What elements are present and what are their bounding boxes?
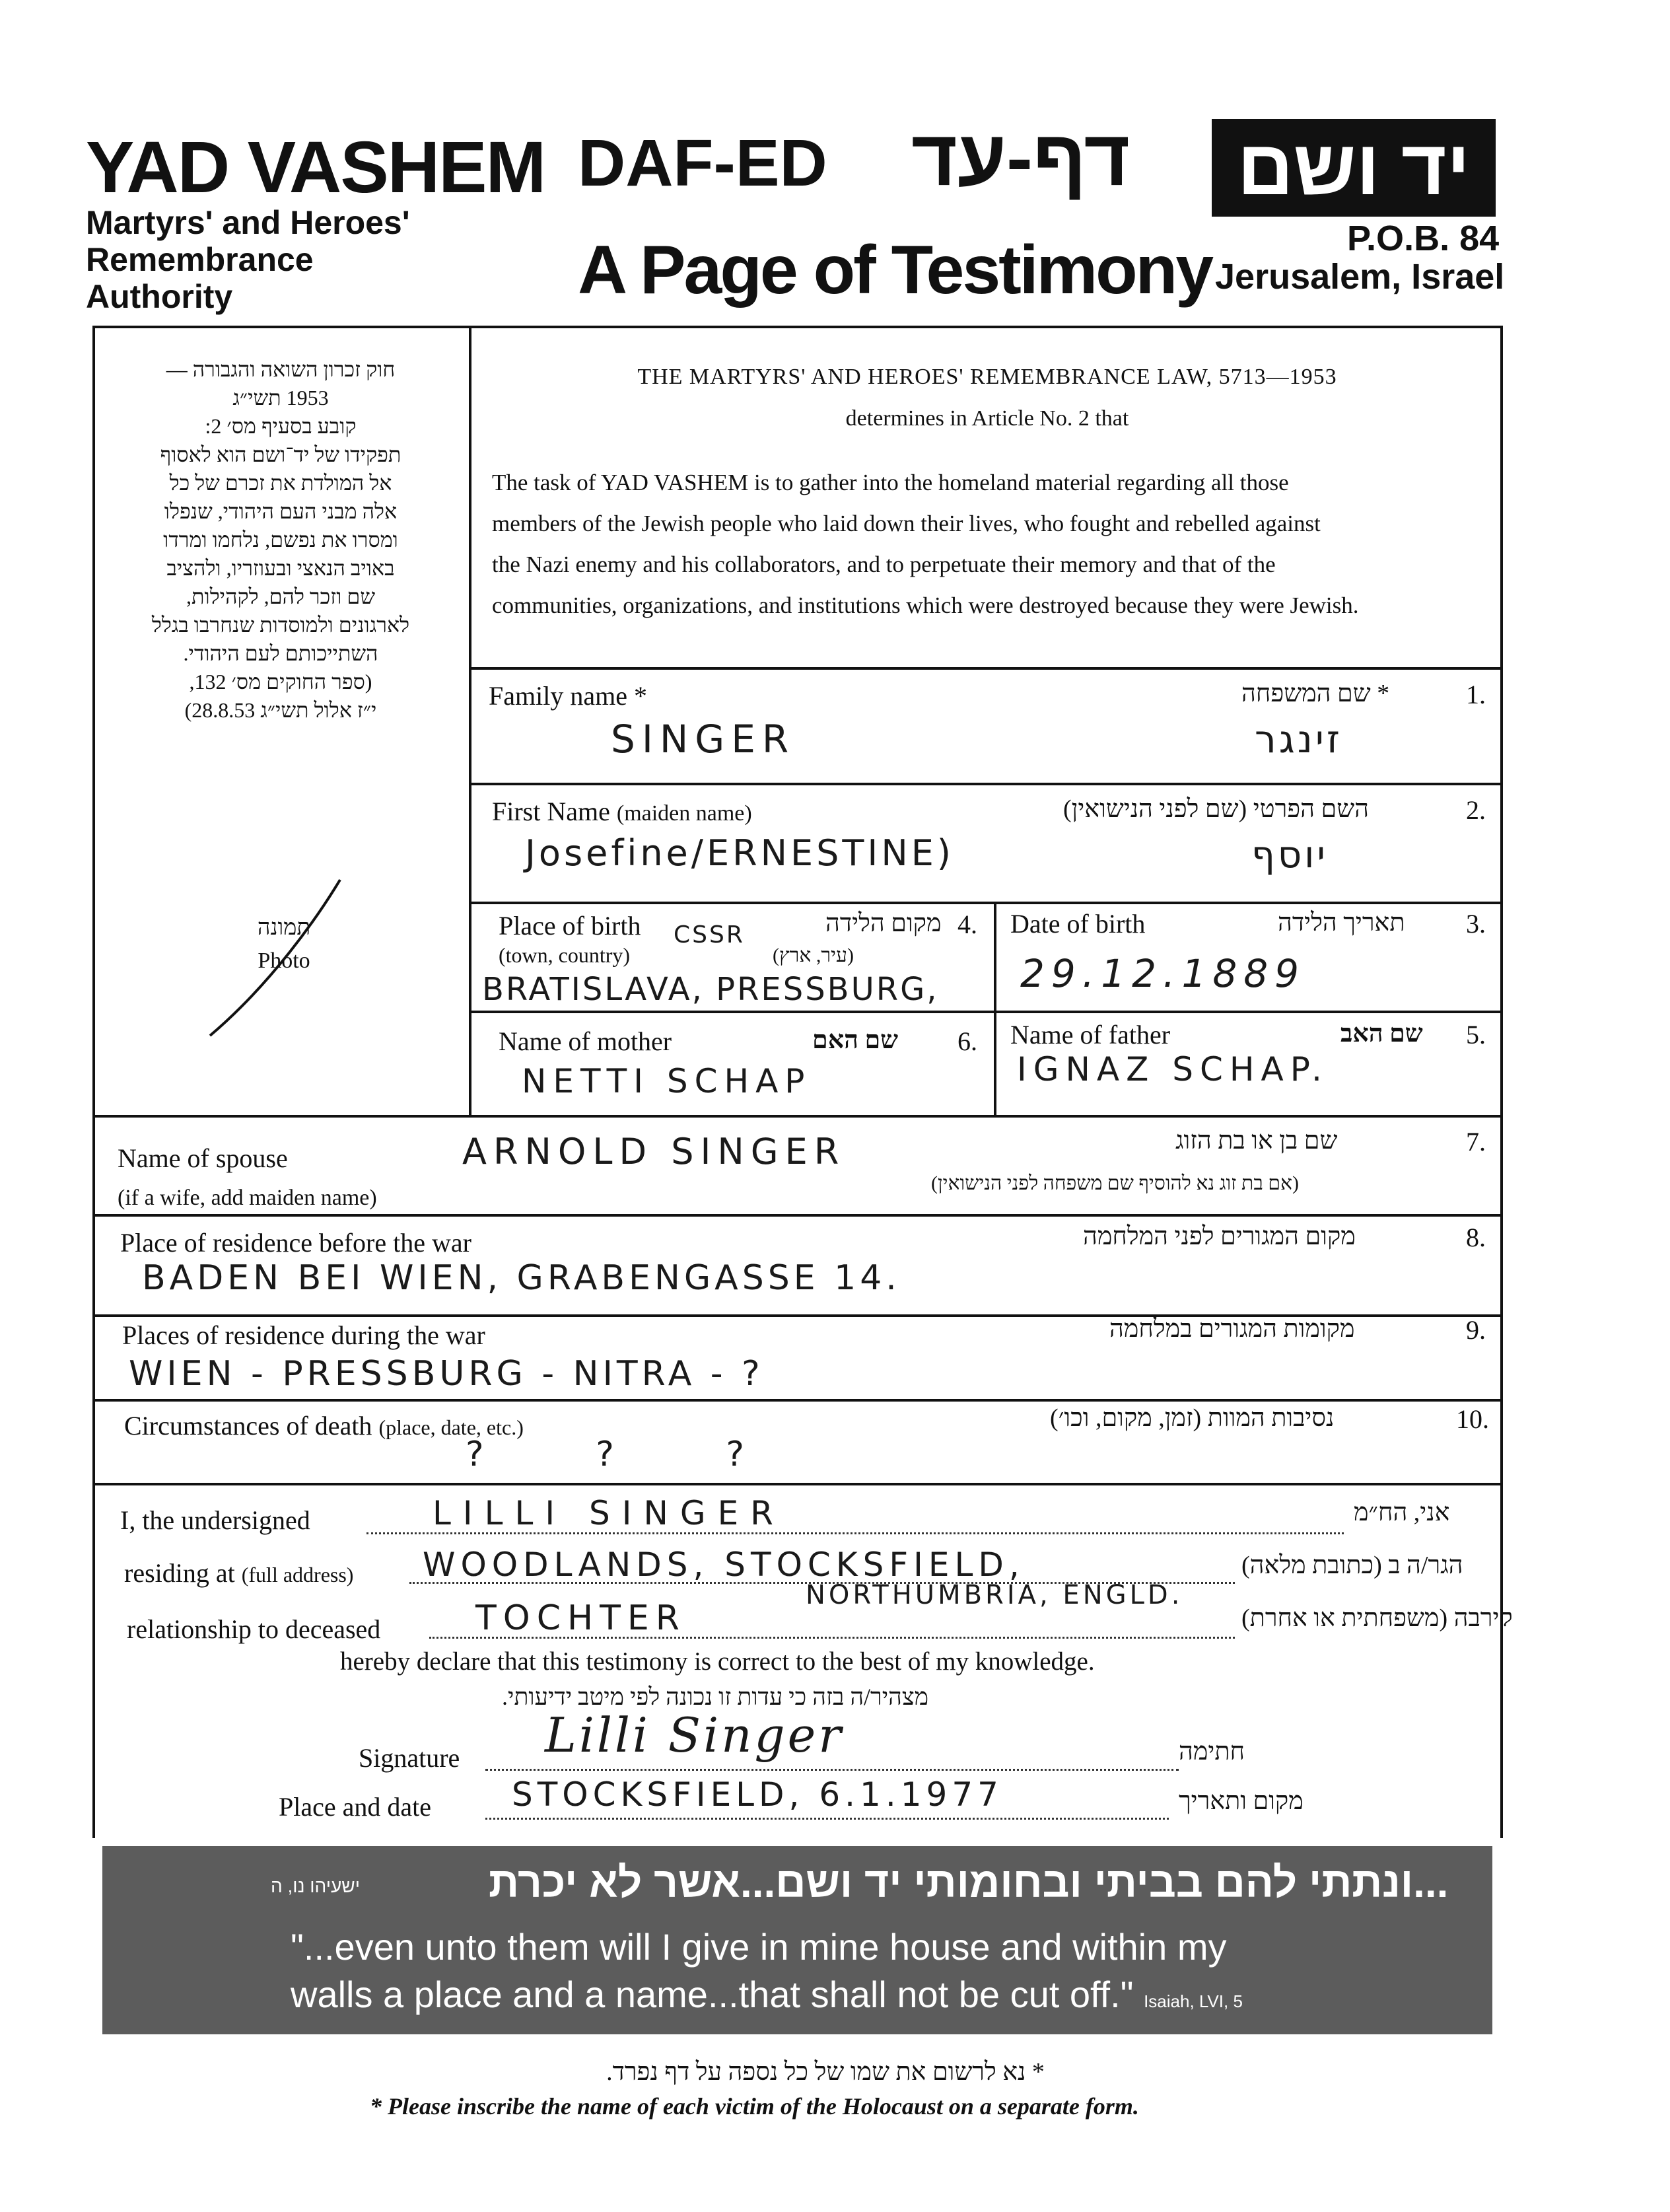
mother-label: Name of mother: [499, 1026, 672, 1056]
place-of-birth-label-sub: (town, country): [499, 943, 631, 967]
law-hebrew-line: אל המולדת את זכרם של כל: [169, 471, 392, 495]
place-of-birth-value[interactable]: BRATISLAVA, PRESSBURG,: [482, 971, 939, 1008]
field-number: 6.: [957, 1026, 977, 1056]
banner-english-line1: "...even unto them will I give in mine house and within my: [291, 1926, 1227, 1968]
quote-banner: [102, 1846, 1492, 2034]
undersigned-value[interactable]: LILLI SINGER: [433, 1494, 785, 1532]
relationship-label-hebrew: קירבה (משפחתית או אחרת): [1241, 1604, 1513, 1632]
photo-label-english: Photo: [258, 948, 310, 973]
death-circumstances-label-sub: (place, date, etc.): [378, 1415, 524, 1439]
place-of-birth-country-value[interactable]: CSSR: [674, 921, 745, 948]
daf-ed-title: DAF-ED: [578, 126, 827, 200]
death-circumstances-label-text: Circumstances of death: [124, 1411, 372, 1441]
field-number: 5.: [1466, 1020, 1486, 1050]
undersigned-label: I, the undersigned: [120, 1505, 310, 1535]
field-number: 8.: [1466, 1223, 1486, 1252]
banner-english-line2-text: walls a place and a name...that shall not be cut off.": [291, 1974, 1134, 2015]
residence-before-label-hebrew: מקום המגורים לפני המלחמה: [1083, 1223, 1356, 1250]
residence-during-label-hebrew: מקומות המגורים במלחמה: [1109, 1315, 1355, 1343]
residing-label-hebrew: הגר/ה ב (כתובת מלאה): [1241, 1552, 1463, 1579]
declaration-statement: hereby declare that this testimony is correct to the best of my knowledge.: [340, 1647, 1095, 1676]
law-hebrew-line: ומסרו את נפשם, נלחמו ומרדו: [163, 528, 398, 552]
photo-slash-mark: [198, 872, 350, 1044]
law-hebrew-line: י״ז אלול תשי״ג 28.8.53): [184, 698, 377, 722]
family-name-value[interactable]: SINGER: [611, 717, 796, 762]
law-hebrew-line: באויב הנאצי ובעוזריו, ולהציב: [166, 556, 395, 580]
field-number: 7.: [1466, 1127, 1486, 1157]
city: Jerusalem, Israel: [1215, 257, 1505, 297]
spouse-label-sub: (if a wife, add maiden name): [118, 1186, 377, 1210]
death-circumstances-value[interactable]: ? ? ?: [466, 1435, 764, 1474]
family-name-label-hebrew: * שם המשפחה: [1241, 680, 1390, 707]
banner-hebrew-reference: ישעיהו נו, ה: [271, 1876, 360, 1896]
daf-ed-hebrew: דף-עד: [911, 114, 1131, 202]
law-heading: THE MARTYRS' AND HEROES' REMEMBRANCE LAW, 5713—1953: [637, 365, 1337, 389]
first-name-value[interactable]: Josefine/ERNESTINE): [525, 832, 954, 874]
law-text-line: The task of YAD VASHEM is to gather into the homeland material regarding all those: [492, 470, 1289, 495]
law-hebrew-line: שם וזכר להם, לקהילות,: [186, 585, 375, 608]
declaration-statement-hebrew: מצהיר/ה בזה כי עדות זו נכונה לפי מיטב ידיעותי.: [502, 1684, 929, 1710]
banner-english-line2: [291, 1973, 1243, 2016]
date-of-birth-label-hebrew: תאריך הלידה: [1278, 909, 1405, 937]
mother-value[interactable]: NETTI SCHAP: [522, 1062, 812, 1100]
place-date-label: Place and date: [279, 1792, 431, 1822]
father-label: Name of father: [1010, 1020, 1171, 1050]
first-name-label: [492, 796, 752, 827]
field-number: 2.: [1466, 795, 1486, 825]
law-text: [492, 462, 1489, 626]
place-date-label-hebrew: מקום ותאריך: [1179, 1787, 1304, 1815]
law-hebrew-line: חוק זכרון השואה והגבורה —: [166, 357, 396, 381]
org-subtitle-line1: Martyrs' and Heroes': [86, 204, 410, 241]
field-number: 9.: [1466, 1315, 1486, 1345]
place-of-birth-label-hebrew-sub: (עיר, ארץ): [773, 945, 854, 966]
death-circumstances-label-hebrew: נסיבות המוות (זמן, מקום, וכו׳): [1050, 1404, 1335, 1432]
residence-before-label: Place of residence before the war: [120, 1228, 471, 1258]
residence-during-label: Places of residence during the war: [122, 1320, 485, 1350]
law-hebrew-line: השתייכותם לעם היהודי.: [183, 641, 378, 665]
field-number: 10.: [1456, 1404, 1489, 1434]
spouse-value[interactable]: ARNOLD SINGER: [462, 1131, 846, 1172]
org-subtitle-line2: Remembrance: [86, 241, 314, 278]
law-hebrew-line: קובע בסעיף מס׳ 2:: [205, 414, 357, 438]
banner-english-reference: Isaiah, LVI, 5: [1144, 1991, 1243, 2011]
place-of-birth-label-hebrew: מקום הלידה: [825, 910, 942, 937]
signature-label-hebrew: חתימה: [1179, 1738, 1245, 1766]
first-name-label-sub: (maiden name): [616, 801, 752, 826]
first-name-label-text: First Name: [492, 797, 610, 826]
family-name-value-hebrew[interactable]: זינגר: [1255, 717, 1342, 762]
spouse-label-hebrew: שם בן או בת הזוג: [1175, 1127, 1338, 1155]
family-name-label: Family name *: [489, 681, 647, 711]
residing-value[interactable]: WOODLANDS, STOCKSFIELD,: [423, 1546, 1025, 1584]
law-hebrew-line: תפקידו של יד־ושם הוא לאסוף: [160, 443, 401, 466]
field-number: 1.: [1466, 680, 1486, 709]
signature-value[interactable]: Lilli Singer: [545, 1707, 844, 1763]
logo-hebrew: יד ושם: [1212, 119, 1496, 217]
residing-label: [124, 1557, 353, 1588]
banner-hebrew-quote: ...ונתתי להם בביתי ובחומותי יד ושם...אשר לא יכרת: [489, 1859, 1449, 1906]
page-title: A Page of Testimony: [578, 232, 1212, 308]
residing-label-sub: (full address): [241, 1563, 354, 1587]
relationship-label: relationship to deceased: [127, 1614, 381, 1644]
law-subheading: determines in Article No. 2 that: [845, 406, 1129, 431]
field-number: 3.: [1466, 909, 1486, 939]
law-hebrew-line: אלה מבני העם היהודי, שנפלו: [164, 499, 398, 523]
residing-label-text: residing at: [124, 1558, 235, 1588]
field-number: 4.: [957, 910, 977, 939]
org-subtitle-line3: Authority: [86, 278, 233, 315]
place-date-value[interactable]: STOCKSFIELD, 6.1.1977: [512, 1775, 1003, 1814]
father-label-hebrew: שם האב: [1340, 1020, 1423, 1048]
undersigned-label-hebrew: אני, הח״מ: [1354, 1499, 1450, 1526]
photo-label-hebrew: תמונה: [257, 915, 311, 940]
date-of-birth-value[interactable]: 29.12.1889: [1020, 951, 1306, 996]
pob: P.O.B. 84: [1347, 219, 1500, 258]
law-text-line: members of the Jewish people who laid down their lives, who fought and rebelled against: [492, 511, 1321, 536]
date-of-birth-label: Date of birth: [1010, 909, 1146, 939]
signature-label: Signature: [359, 1743, 460, 1773]
mother-label-hebrew: שם האם: [812, 1026, 899, 1054]
law-hebrew-line: 1953 תשי״ג: [232, 386, 329, 410]
first-name-label-hebrew: השם הפרטי (שם לפני הנישואין): [1063, 795, 1370, 823]
law-hebrew-line: (ספר החוקים מס׳ 132,: [189, 670, 372, 694]
residence-before-value[interactable]: BADEN BEI WIEN, GRABENGASSE 14.: [142, 1258, 901, 1298]
residing-value-line2[interactable]: NORTHUMBRIA, ENGLD.: [806, 1580, 1183, 1610]
org-title: YAD VASHEM: [86, 127, 545, 208]
footer-note-hebrew: * נא לרשום את שמו של כל נספה על דף נפרד.: [606, 2058, 1045, 2086]
law-hebrew-column: [99, 355, 462, 725]
law-hebrew-line: לארגונים ולמוסדות שנחרבו בגלל: [151, 613, 410, 637]
relationship-value[interactable]: TOCHTER: [475, 1598, 686, 1638]
first-name-value-hebrew[interactable]: יוסף: [1251, 834, 1328, 876]
spouse-label: Name of spouse: [118, 1143, 288, 1173]
place-of-birth-label: Place of birth: [499, 911, 641, 941]
residence-during-value[interactable]: WIEN - PRESSBURG - NITRA - ?: [129, 1354, 764, 1394]
law-text-line: the Nazi enemy and his collaborators, and to perpetuate their memory and that of the: [492, 552, 1276, 577]
law-text-line: communities, organizations, and institutions which were destroyed because they were Jewish.: [492, 592, 1359, 618]
footer-note-english: * Please inscribe the name of each victim of the Holocaust on a separate form.: [370, 2093, 1139, 2120]
father-value[interactable]: IGNAZ SCHAP.: [1017, 1050, 1329, 1088]
spouse-label-hebrew-sub: (אם בת זוג נא להוסיף שם משפחה לפני הנישואין): [931, 1172, 1299, 1194]
death-circumstances-label: [124, 1410, 524, 1441]
